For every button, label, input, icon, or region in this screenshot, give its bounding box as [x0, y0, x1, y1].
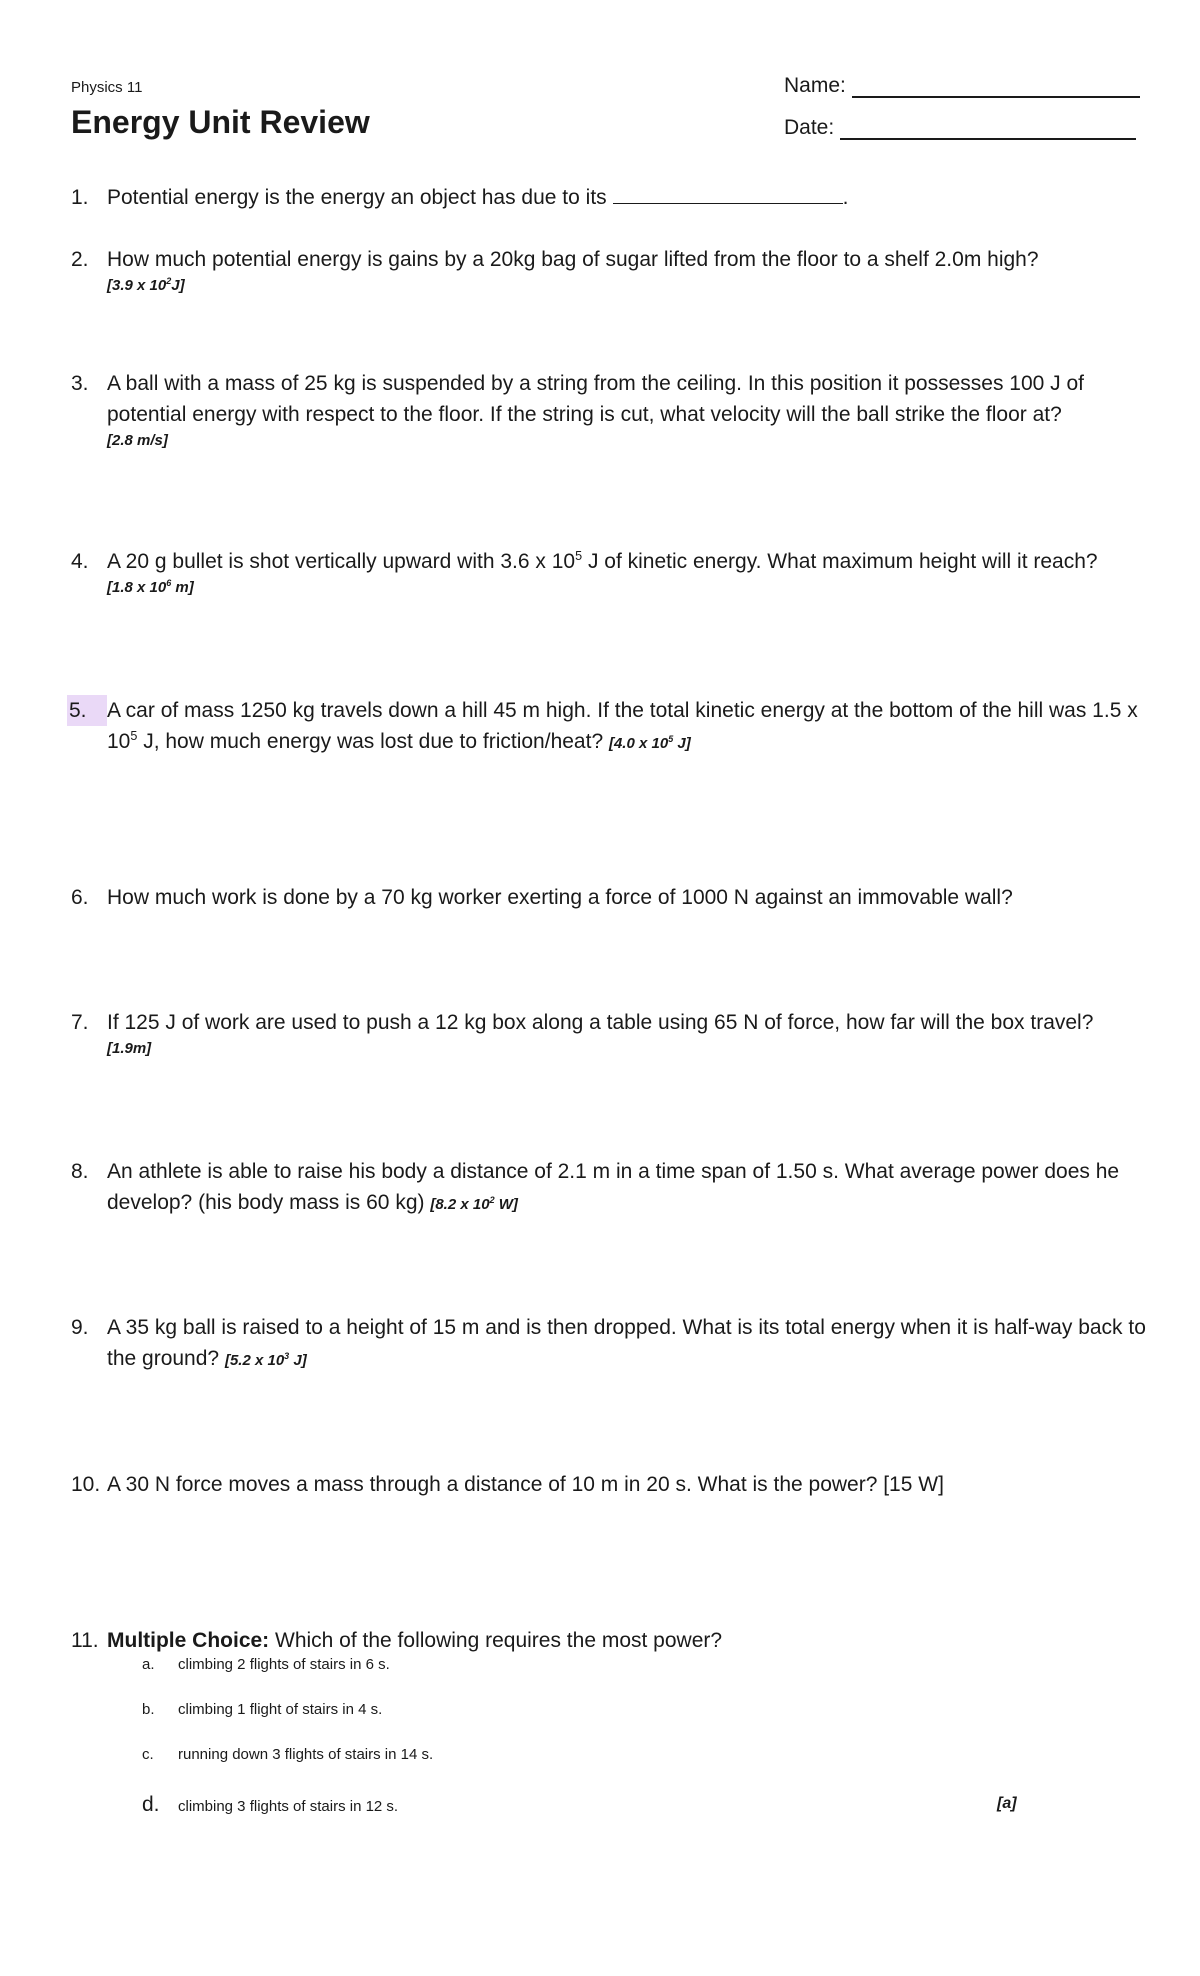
question-text: An athlete is able to raise his body a distance of 2.1 m in a time span of 1.50 s. What average power does he develop? (his body mass is 60 kg) [107, 1160, 1120, 1214]
choice-d[interactable] [142, 1793, 398, 1817]
question-number: 7. [71, 1011, 89, 1034]
course-label: Physics 11 [71, 79, 143, 96]
choice-text: running down 3 flights of stairs in 14 s. [178, 1746, 434, 1763]
name-field[interactable] [784, 74, 1140, 98]
answer-hint: [1.9m] [107, 1040, 152, 1057]
question-10 [71, 1469, 1151, 1500]
question-3 [71, 368, 1151, 452]
question-text: Which of the following requires the most power? [269, 1629, 723, 1652]
question-number: 10. [71, 1473, 101, 1496]
question-4 [71, 546, 1151, 599]
question-2 [71, 244, 1151, 297]
choice-text: climbing 2 flights of stairs in 6 s. [178, 1656, 390, 1673]
question-text: A ball with a mass of 25 kg is suspended by a string from the ceiling. In this position it possesses 100 J of potential energy with respect to the floor. If the string is cut, what velocity will the ball strike the floor at? [107, 372, 1085, 426]
question-5 [71, 695, 1151, 757]
question-text: A car of mass 1250 kg travels down a hill 45 m high. If the total kinetic energy at the bottom of the hill was 1.5 x $10^5$ J, how much energy was lost due to friction/heat? [107, 699, 1138, 753]
answer-hint: [5.2 x $10^3$ J] [224, 1351, 307, 1369]
question-text: A 20 g bullet is shot vertically upward with 3.6 x $10^5$ J of kinetic energy. What maximum height will it reach? [107, 549, 1098, 573]
date-blank-line[interactable] [840, 118, 1136, 140]
question-number: 9. [71, 1316, 89, 1339]
question-number: 11. [71, 1629, 99, 1652]
question-6 [71, 882, 1151, 913]
question-number: 8. [71, 1160, 89, 1183]
answer-blank-line[interactable] [613, 185, 843, 204]
choice-text: climbing 1 flight of stairs in 4 s. [178, 1701, 383, 1718]
question-11 [71, 1625, 1151, 1656]
question-text: If 125 J of work are used to push a 12 kg box along a table using 65 N of force, how far will the box travel? [107, 1011, 1094, 1034]
page-title: Energy Unit Review [71, 104, 370, 140]
choice-b[interactable] [142, 1701, 382, 1718]
question-text: How much potential energy is gains by a 20kg bag of sugar lifted from the floor to a shelf 2.0m high? [107, 248, 1039, 271]
answer-hint: [1.8 x $10^6$ m] [107, 578, 194, 596]
question-text: Potential energy is the energy an object has due to its [107, 186, 607, 209]
answer-hint: [8.2 x $10^2$ W] [430, 1195, 518, 1213]
answer-hint: [2.8 m/s] [107, 432, 168, 449]
choice-c[interactable] [142, 1746, 433, 1763]
choice-letter: a. [142, 1656, 155, 1673]
name-label: Name: [784, 74, 846, 97]
question-text: A 30 N force moves a mass through a distance of 10 m in 20 s. What is the power? [15 W] [107, 1473, 944, 1496]
answer-hint: [3.9 x $10^2J$] [107, 276, 185, 294]
question-9 [71, 1312, 1151, 1374]
choice-text: climbing 3 flights of stairs in 12 s. [178, 1798, 399, 1815]
choice-letter: c. [142, 1746, 154, 1763]
question-text: How much work is done by a 70 kg worker exerting a force of 1000 N against an immovable wall? [107, 886, 1013, 909]
name-blank-line[interactable] [852, 76, 1140, 98]
question-number: 3. [71, 372, 89, 395]
question-number: 2. [71, 248, 89, 271]
question-number: 5. [67, 695, 107, 726]
question-number: 1. [71, 186, 89, 209]
question-number: 6. [71, 886, 89, 909]
multiple-choice-label: Multiple Choice: [107, 1629, 270, 1652]
question-text: A 35 kg ball is raised to a height of 15 m and is then dropped. What is its total energy when it is half-way back to the ground? [107, 1316, 1146, 1370]
answer-hint: [4.0 x $10^5$ J] [608, 734, 691, 752]
question-8 [71, 1156, 1151, 1218]
date-label: Date: [784, 116, 835, 139]
choice-letter: d. [142, 1793, 160, 1816]
choice-a[interactable] [142, 1656, 390, 1673]
question-number: 4. [71, 550, 89, 573]
multiple-choice-answer: [a] [997, 1795, 1017, 1812]
choice-letter: b. [142, 1701, 155, 1718]
date-field[interactable] [784, 116, 1136, 140]
question-7 [71, 1007, 1151, 1060]
question-1: 1. Potential energy is the energy an object has due to its . [71, 182, 1151, 213]
